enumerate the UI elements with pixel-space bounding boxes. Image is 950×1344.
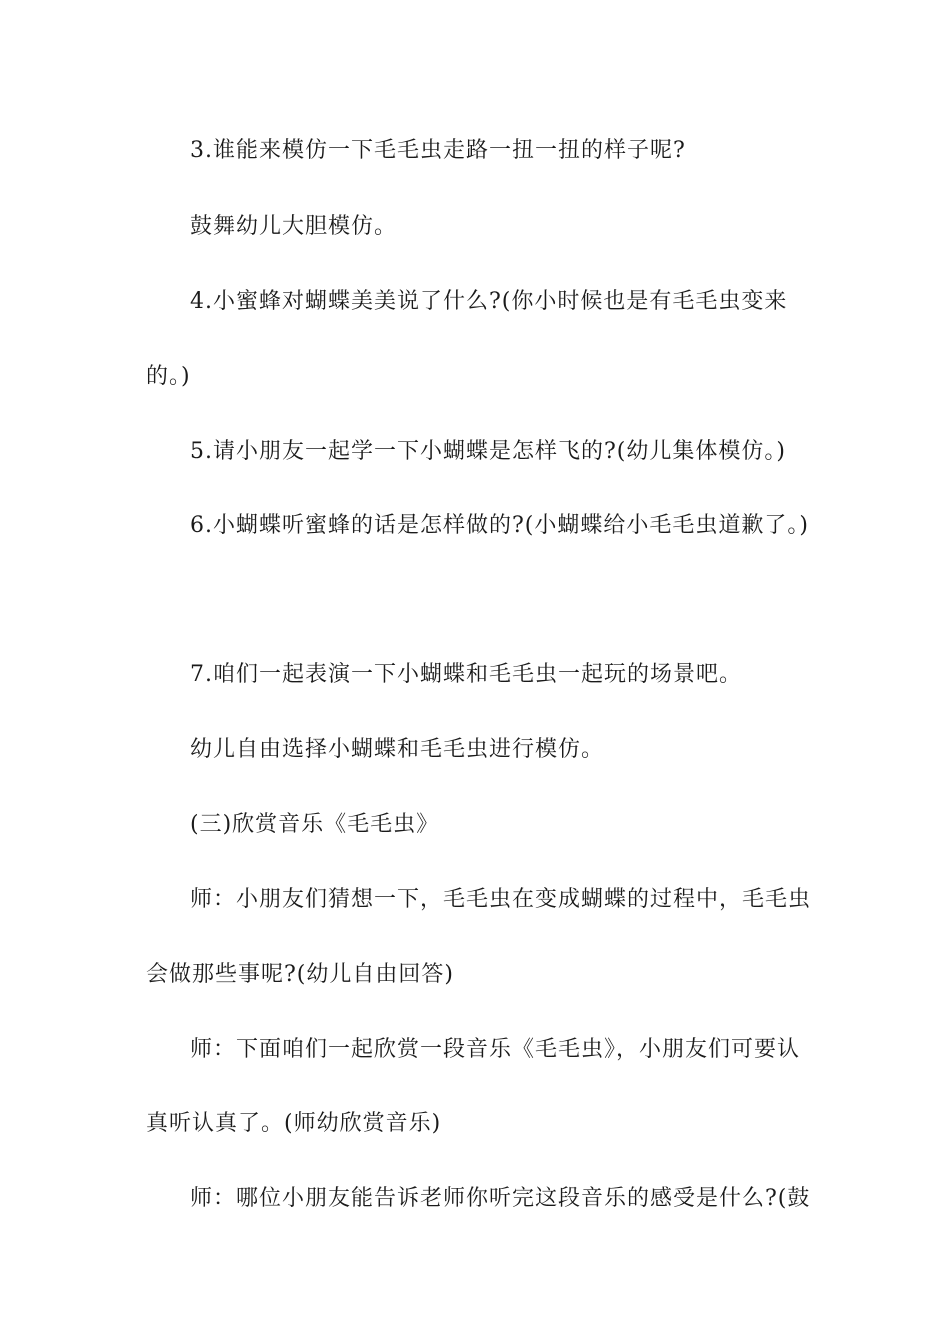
section-heading: (三)欣赏音乐《毛毛虫》 — [190, 812, 440, 837]
text-line: 师：下面咱们一起欣赏一段音乐《毛毛虫》，小朋友们可要认 — [190, 1037, 801, 1062]
text-line: 4.小蜜蜂对蝴蝶美美说了什么?(你小时候也是有毛毛虫变来 — [190, 289, 788, 314]
text-line: 会做那些事呢?(幼儿自由回答) — [146, 962, 454, 987]
text-line: 6.小蝴蝶听蜜蜂的话是怎样做的?(小蝴蝶给小毛毛虫道歉了。) — [190, 513, 809, 538]
text-line: 5.请小朋友一起学一下小蝴蝶是怎样飞的?(幼儿集体模仿。) — [190, 439, 786, 464]
text-line: 7.咱们一起表演一下小蝴蝶和毛毛虫一起玩的场景吧。 — [190, 662, 742, 687]
text-line: 鼓舞幼儿大胆模仿。 — [190, 214, 398, 239]
text-line: 师：小朋友们猜想一下，毛毛虫在变成蝴蝶的过程中，毛毛虫 — [190, 887, 812, 912]
text-line: 真听认真了。(师幼欣赏音乐) — [146, 1111, 442, 1136]
text-line: 的。) — [146, 364, 191, 389]
text-line: 师：哪位小朋友能告诉老师你听完这段音乐的感受是什么?(鼓 — [190, 1186, 811, 1211]
text-line: 3.谁能来模仿一下毛毛虫走路一扭一扭的样子呢? — [190, 138, 686, 163]
text-line: 幼儿自由选择小蝴蝶和毛毛虫进行模仿。 — [190, 737, 605, 762]
